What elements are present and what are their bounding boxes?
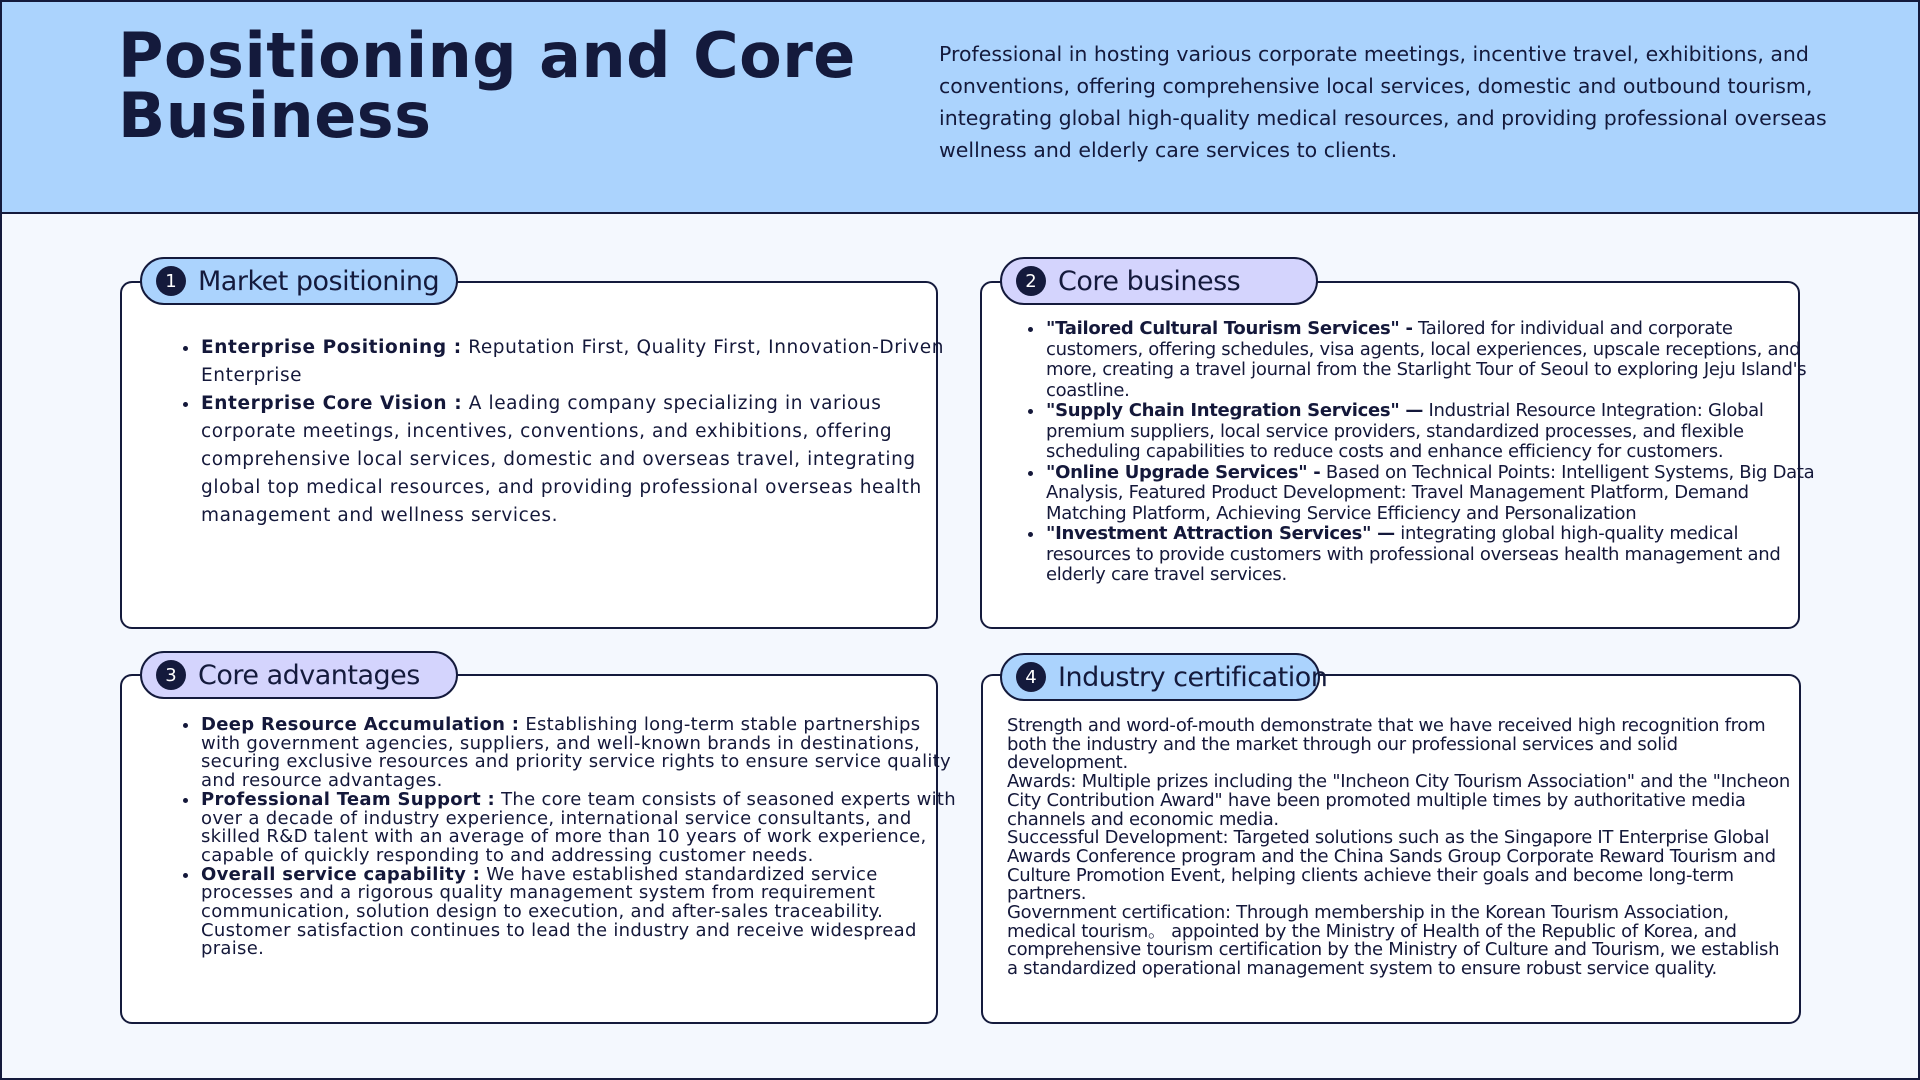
item-text: Industrial Resource Integration: Global premium suppliers, local service providers, standardized processes, and flexible scheduling capabilities to reduce costs and enhance efficiency for customers. [1046,400,1764,462]
section-title: Industry certification [1058,661,1328,693]
item-text: Tailored for individual and corporate customers, offering schedules, visa agents, local experiences, upscale receptions, and more, creating a travel journal from the Starlight Tour of Seoul to exploring Jeju Island's coastline. [1046,318,1807,401]
market-positioning-list [165,334,959,530]
list-item [1044,319,1824,401]
section-title: Core business [1058,265,1241,297]
item-keyword: "Investment Attraction Services" — [1046,523,1395,544]
market-positioning-tab [140,257,458,305]
list-item [199,863,959,960]
section-number-badge: 3 [156,660,186,690]
core-advantages-tab [140,651,458,699]
item-keyword: Enterprise Core Vision : [201,393,463,414]
section-number-badge: 2 [1016,266,1046,296]
item-keyword: Overall service capability : [201,863,481,885]
item-keyword: "Online Upgrade Services" - [1046,461,1321,483]
list-item [1044,401,1824,463]
page-title: Positioning and Core Business [118,19,856,152]
item-text: integrating global high-quality medical resources to provide customers with professional overseas health management and elderly care travel services. [1046,523,1781,585]
certification-paragraph: Strength and word-of-mouth demonstrate that we have received high recognition from both the industry and the market through our professional services and solid development. [1007,715,1766,774]
item-keyword: Deep Resource Accumulation : [201,714,520,735]
item-text: Based on Technical Points: Intelligent Systems, Big Data Analysis, Featured Product Development: Travel Management Platform, Demand Matching Platform, Achieving Service Efficiency and Personalization [1046,461,1815,524]
list-item [199,788,959,866]
certification-paragraph: Government certification: Through membership in the Korean Tourism Association, medical tourism。 appointed by the Ministry of Health of the Republic of Korea, and comprehensive tourism certification by the Ministry of Culture and Tourism, we establish a standardized operational management system to ensure robust service quality. [1007,902,1780,980]
item-keyword: Professional Team Support : [201,788,496,810]
section-title: Market positioning [198,265,440,297]
item-keyword: "Tailored Cultural Tourism Services" - [1046,318,1413,339]
item-text: Establishing long-term stable partnerships with government agencies, suppliers, and well-known brands in destinations, securing exclusive resources and priority service rights to ensure service quality and resource advantages. [201,714,951,792]
core-business-list [1010,319,1824,586]
list-item [1044,524,1824,586]
item-keyword: "Supply Chain Integration Services" — [1046,400,1424,421]
item-keyword: Enterprise Positioning : [201,337,462,358]
item-text: We have established standardized service processes and a rigorous quality management system from requirement communication, solution design to execution, and after-sales traceability. Customer satisfaction continues to lead the industry and receive widespread praise. [201,863,917,960]
certification-paragraph: Successful Development: Targeted solutions such as the Singapore IT Enterprise Global Awards Conference program and the China Sands Group Corporate Reward Tourism and Culture Promotion Event, helping clients achieve their goals and become long-term partners. [1007,827,1776,905]
item-text: The core team consists of seasoned experts with over a decade of industry experience, international service consultants, and skilled R&D talent with an average of more than 10 years of work experience, capable of quickly responding to and addressing customer needs. [201,788,956,866]
intro-text: Professional in hosting various corporate meetings, incentive travel, exhibitions, and conventions, offering comprehensive local services, domestic and outbound tourism, integrating global high-quality medical resources, and providing professional overseas wellness and elderly care services to clients. [939,42,1827,162]
list-item [199,716,959,791]
section-title: Core advantages [198,659,420,691]
item-text: Reputation First, Quality First, Innovation-Driven Enterprise [201,337,945,386]
list-item [199,390,959,530]
item-text: A leading company specializing in various corporate meetings, incentives, conventions, and exhibitions, offering comprehensive local services, domestic and overseas travel, integrating global top medical resources, and providing professional overseas health management and wellness services. [201,393,922,526]
list-item [199,334,959,390]
certification-paragraph: Awards: Multiple prizes including the "Incheon City Tourism Association" and the "Incheon City Contribution Award" have been promoted multiple times by authoritative media channels and economic media. [1007,771,1790,830]
header-banner [0,0,1920,214]
core-business-tab [1000,257,1318,305]
section-number-badge: 1 [156,266,186,296]
industry-certification-tab [1000,653,1328,701]
industry-certification-text [1007,717,1792,979]
section-number-badge: 4 [1016,662,1046,692]
list-item [1044,463,1824,525]
core-advantages-list [165,716,959,959]
